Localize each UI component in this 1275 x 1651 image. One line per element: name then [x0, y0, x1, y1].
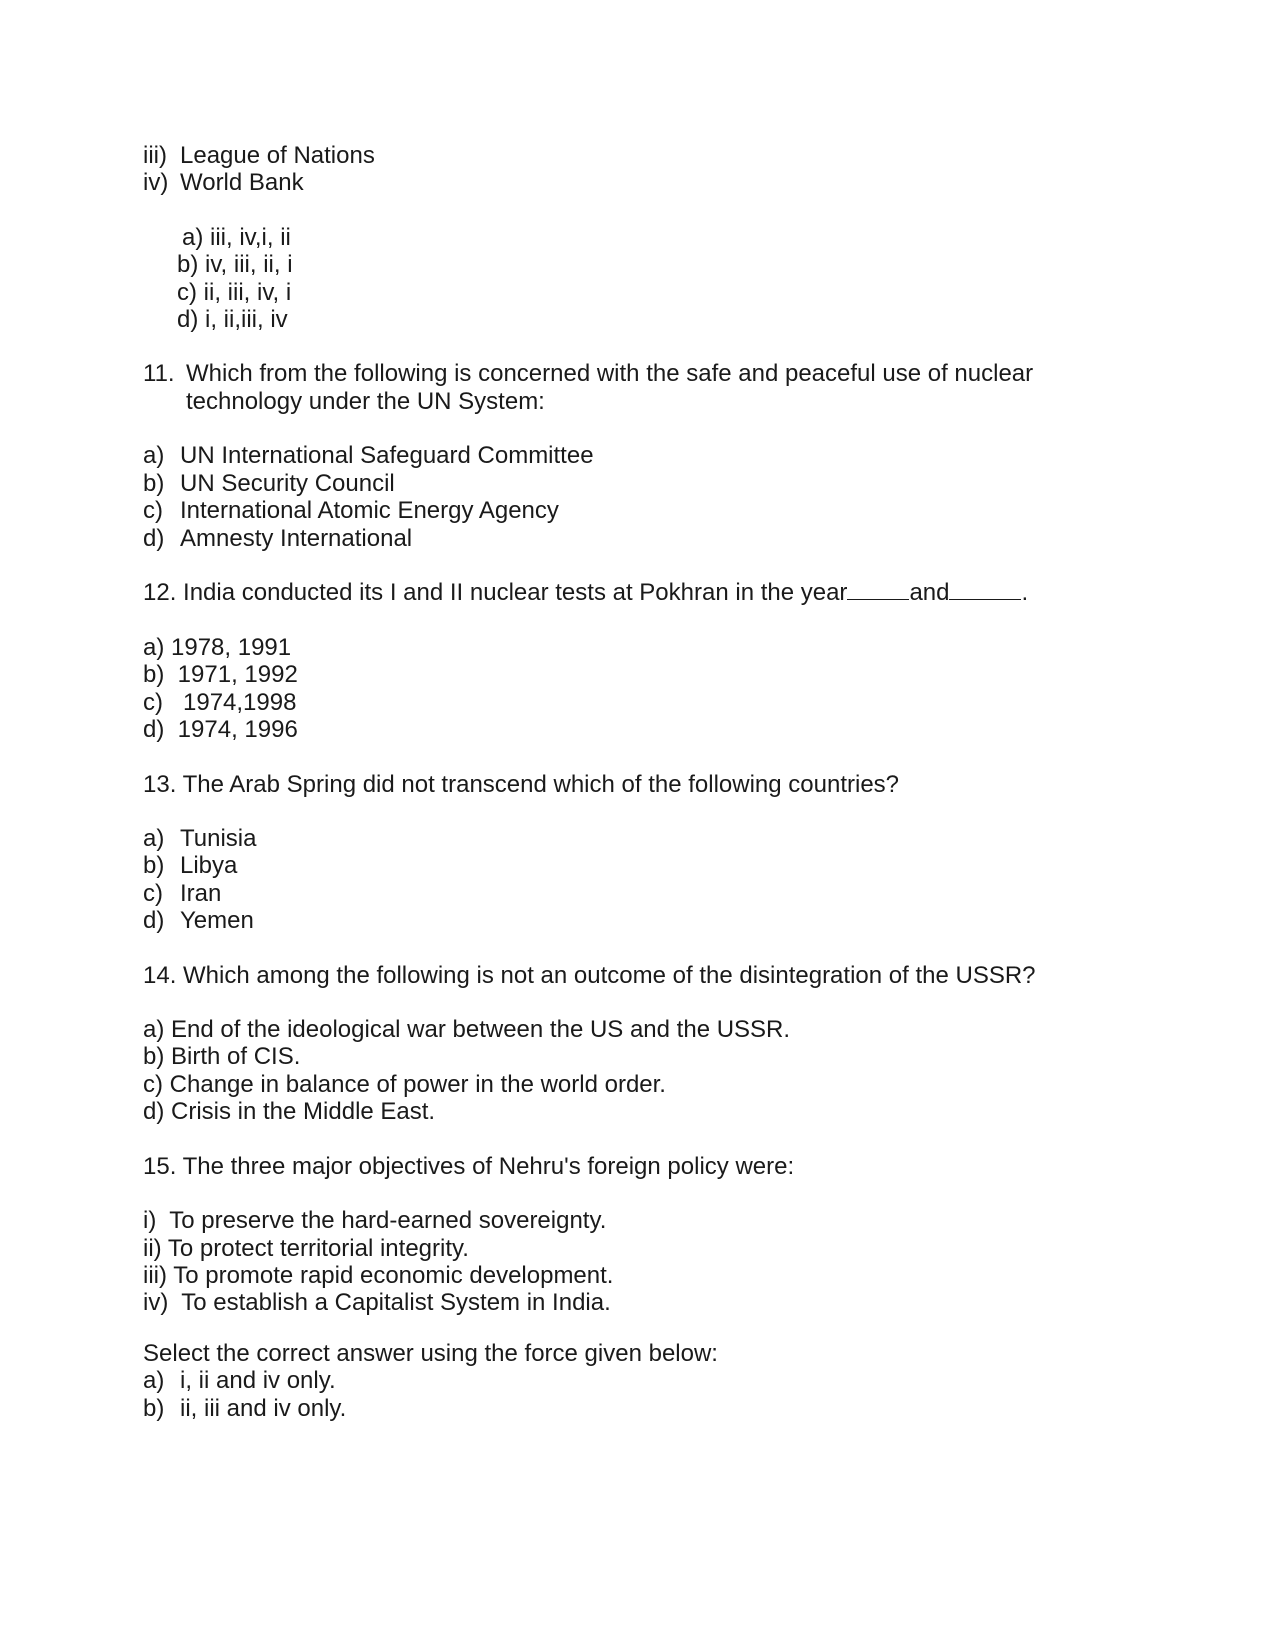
q11-question-line2: technology under the UN System:: [186, 388, 545, 415]
q12-blank-1: [847, 579, 909, 600]
q14-question: 14. Which among the following is not an outcome of the disintegration of the USSR?: [143, 962, 1036, 989]
q12-option-b: b) 1971, 1992: [143, 661, 298, 688]
q12-option-a: a) 1978, 1991: [143, 634, 292, 661]
q14-option-b: b) Birth of CIS.: [143, 1043, 301, 1070]
q11-option-d: d) Amnesty International: [143, 525, 413, 552]
q13-option-a: a) Tunisia: [143, 825, 257, 852]
q15-item-i: i) To preserve the hard-earned sovereignty.: [143, 1207, 607, 1234]
q13-option-d: d) Yemen: [143, 907, 254, 934]
q10-option-b: b) iv, iii, ii, i: [177, 251, 293, 278]
q15-option-b: b) ii, iii and iv only.: [143, 1395, 347, 1422]
q10-item-iv: iv) World Bank: [143, 169, 304, 196]
q11-option-a: a) UN International Safeguard Committee: [143, 442, 594, 469]
q15-instruction: Select the correct answer using the force given below:: [143, 1340, 718, 1367]
q12-blank-2: [949, 579, 1021, 600]
q10-item-iii: iii) League of Nations: [143, 142, 375, 169]
q14-option-a: a) End of the ideological war between the US and the USSR.: [143, 1016, 791, 1043]
q15-option-a: a) i, ii and iv only.: [143, 1367, 336, 1394]
q12-option-c: c) 1974,1998: [143, 689, 297, 716]
q10-option-c: c) ii, iii, iv, i: [177, 279, 292, 306]
q10-option-a: a) iii, iv,i, ii: [182, 224, 291, 251]
q15-item-iv: iv) To establish a Capitalist System in India.: [143, 1289, 611, 1316]
q12-question: 12. India conducted its I and II nuclear tests at Pokhran in the year and .: [143, 579, 1029, 606]
q13-option-c: c) Iran: [143, 880, 222, 907]
q15-question: 15. The three major objectives of Nehru's foreign policy were:: [143, 1153, 795, 1180]
q13-option-b: b) Libya: [143, 852, 238, 879]
q15-item-ii: ii) To protect territorial integrity.: [143, 1235, 469, 1262]
q11-question-line1: 11. Which from the following is concerned with the safe and peaceful use of nuclear: [143, 360, 1034, 387]
q10-option-d: d) i, ii,iii, iv: [177, 306, 288, 333]
q11-option-b: b) UN Security Council: [143, 470, 395, 497]
q14-option-d: d) Crisis in the Middle East.: [143, 1098, 436, 1125]
q14-option-c: c) Change in balance of power in the world order.: [143, 1071, 666, 1098]
q11-option-c: c) International Atomic Energy Agency: [143, 497, 559, 524]
q12-option-d: d) 1974, 1996: [143, 716, 298, 743]
q13-question: 13. The Arab Spring did not transcend which of the following countries?: [143, 771, 900, 798]
q15-item-iii: iii) To promote rapid economic development.: [143, 1262, 614, 1289]
